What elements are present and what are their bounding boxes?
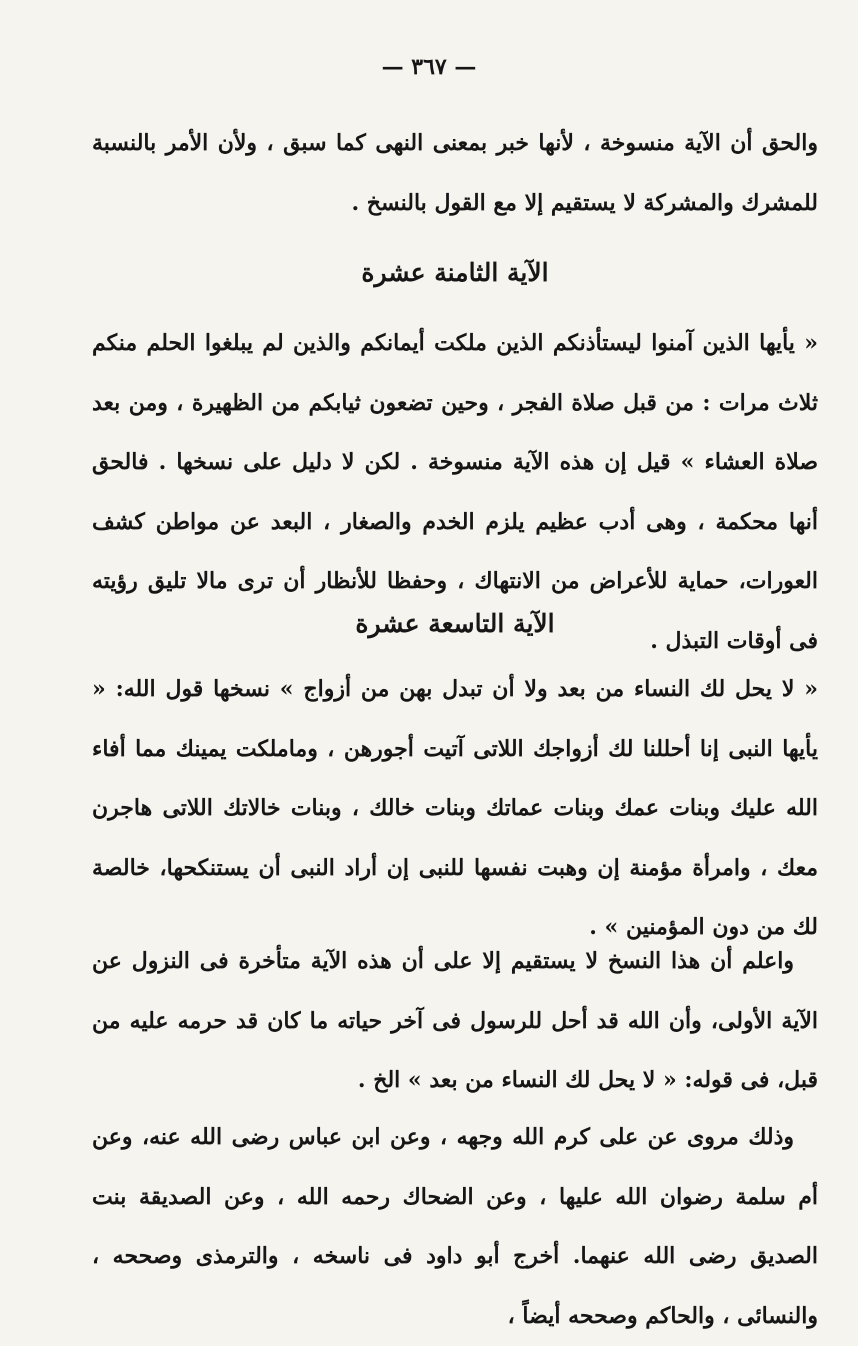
heading-verse-18: الآية الثامنة عشرة bbox=[361, 258, 549, 287]
paragraph-narrators: وذلك مروى عن على كرم الله وجهه ، وعن ابن عباس رضى الله عنه، وعن أم سلمة رضوان الله عليها ، وعن الضحاك رحمه الله ، وعن الصديقة بنت الصديق رضى الله عنهما. أخرج أبو داود فى ناسخه ، والترمذى وصححه ، والنسائى ، والحاكم وصححه أيضاً ، bbox=[92, 1124, 818, 1329]
heading-verse-19: الآية التاسعة عشرة bbox=[355, 609, 555, 638]
paragraph-abrogation-conclusion: والحق أن الآية منسوخة ، لأنها خبر بمعنى النهى كما سبق ، ولأن الأمر بالنسبة للمشرك والمشركة لا يستقيم إلا مع القول بالنسخ . bbox=[92, 130, 818, 216]
paragraph-abrogation-condition: واعلم أن هذا النسخ لا يستقيم إلا على أن هذه الآية متأخرة فى النزول عن الآية الأولى، وأن الله قد أحل للرسول فى آخر حياته ما كان قد حرمه عليه من قبل، فى قوله: « لا يحل لك النساء من بعد » الخ . bbox=[92, 948, 818, 1093]
page-number: — ٣٦٧ — bbox=[381, 54, 477, 80]
paragraph-verse-18: « يأيها الذين آمنوا ليستأذنكم الذين ملكت أيمانكم والذين لم يبلغوا الحلم منكم ثلاث مرات : من قبل صلاة الفجر ، وحين تضعون ثيابكم من الظهيرة ، ومن بعد صلاة العشاء » قيل إن هذه الآية منسوخة . لكن لا دليل على نسخها . فالحق أنها محكمة ، وهى أدب عظيم يلزم الخدم والصغار ، البعد عن مواطن كشف العورات، حماية للأعراض من الانتهاك ، وحفظا للأنظار أن ترى مالا تليق رؤيته فى أوقات التبذل . bbox=[92, 330, 818, 654]
paragraph-verse-19: « لا يحل لك النساء من بعد ولا أن تبدل بهن من أزواج » نسخها قول الله: « يأيها النبى إنا أحللنا لك أزواجك اللاتى آتيت أجورهن ، وماملكت يمينك مما أفاء الله عليك وبنات عمك وبنات عماتك وبنات خالك ، وبنات خالاتك اللاتى هاجرن معك ، وامرأة مؤمنة إن وهبت نفسها للنبى إن أراد النبى أن يستنكحها، خالصة لك من دون المؤمنين » . bbox=[92, 676, 818, 940]
